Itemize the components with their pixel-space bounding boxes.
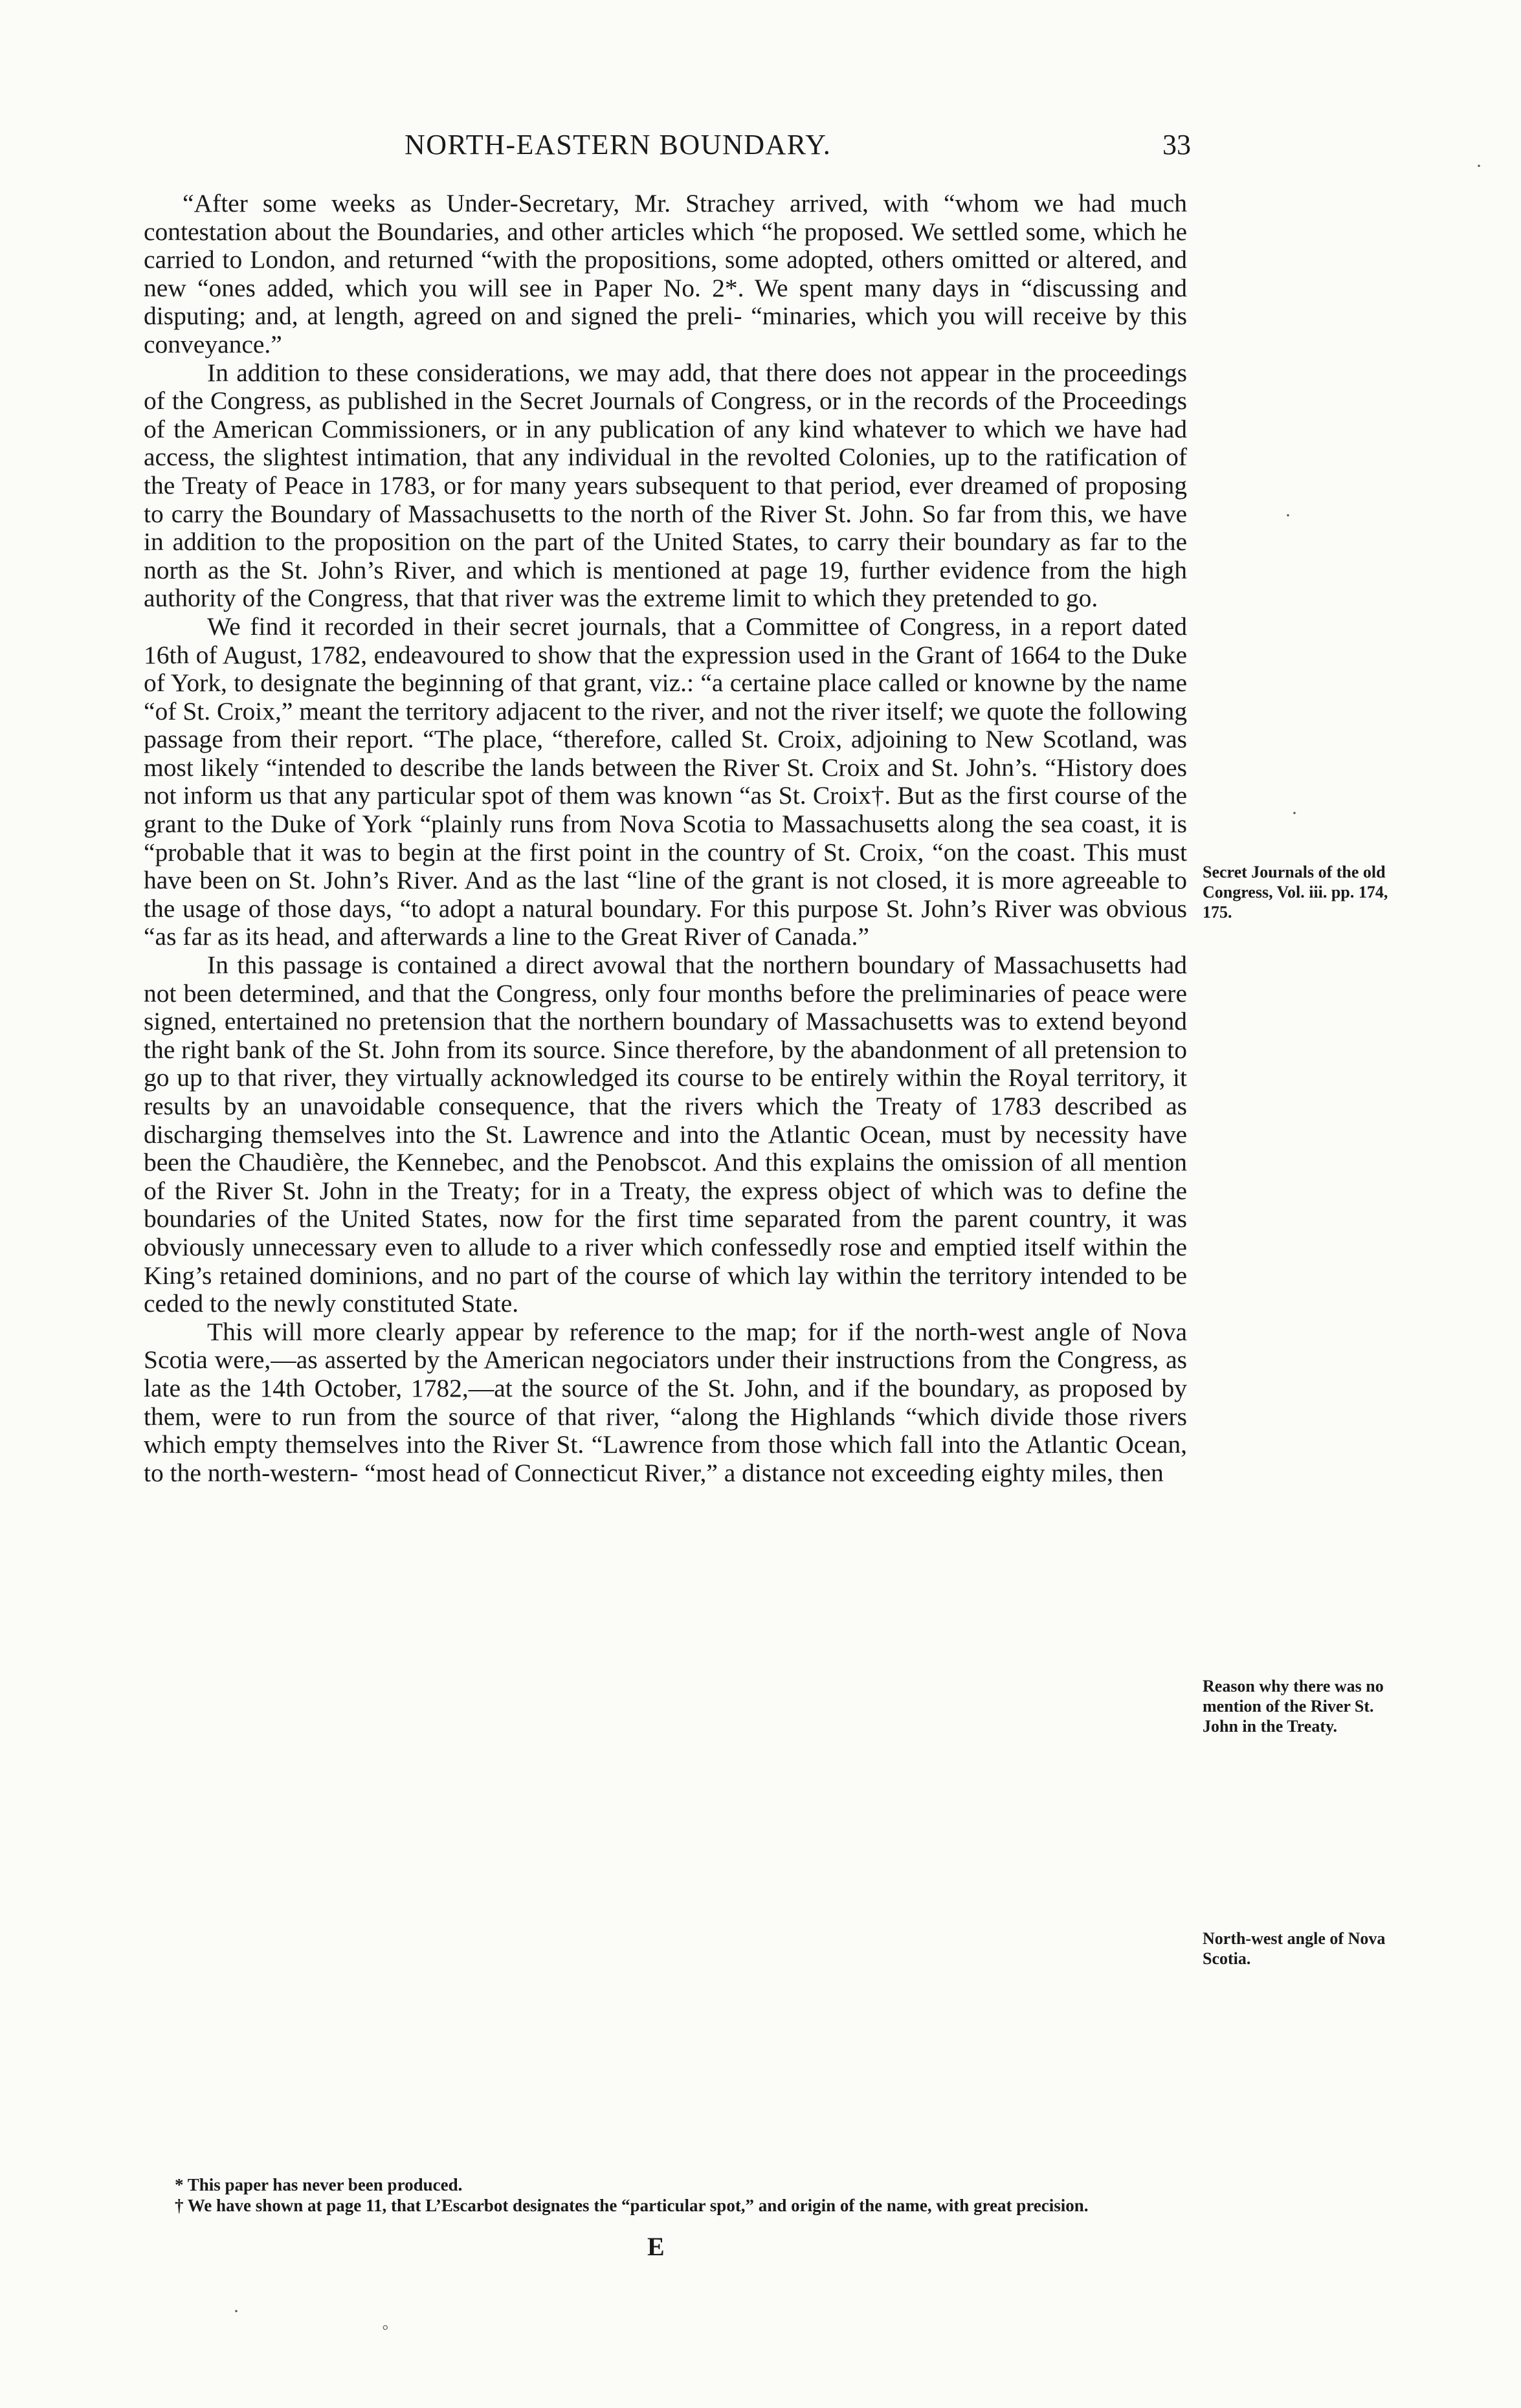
main-text — [144, 190, 1187, 1487]
running-head — [149, 128, 1191, 173]
page-number: 33 — [1162, 129, 1191, 160]
ink-speck: ◦ — [382, 2317, 389, 2338]
paragraph-quote-strachey: “After some weeks as Under-Secretary, Mr. Strachey arrived, with “whom we had much contestation about the Boundaries, and other articles which “he proposed. We settled some, which he carried to London, and returned “with the propositions, some adopted, others omitted or altered, and new “ones added, which you will see in Paper No. 2*. We spent many days in “discussing and disputing; and, at length, agreed on and signed the preli- “minaries, which you will receive by this conveyance.” — [144, 189, 1187, 359]
footnote-dagger: † We have shown at page 11, that L’Escarbot designates the “particular spot,” and origin of the name, with great precision. — [175, 2196, 1089, 2215]
ink-speck: · — [1476, 155, 1482, 177]
paragraph-considerations: In addition to these considerations, we may add, that there does not appear in the proceedings of the Congress, as published in the Secret Journals of Congress, or in the records of the Proceedings of the American Commissioners, or in any publication of any kind whatever to which we have had access, the slightest intimation, that any individual in the revolted Colonies, up to the ratification of the Treaty of Peace in 1783, or for many years subsequent to that period, ever dreamed of proposing to carry the Boundary of Massachusetts to the north of the River St. John. So far from this, we have in addition to the proposition on the part of the United States, to carry their boundary as far to the north as the St. John’s River, and which is mentioned at page 19, further evidence from the high authority of the Congress, that that river was the extreme limit to which they pretended to go. — [144, 358, 1187, 613]
footnote-asterisk: * This paper has never been produced. — [175, 2175, 463, 2194]
page-title: NORTH-EASTERN BOUNDARY. — [405, 129, 832, 160]
signature-mark: E — [647, 2232, 665, 2261]
paragraph-direct-avowal: In this passage is contained a direct avowal that the northern boundary of Massachusetts had not been determined, and that the Congress, only four months before the preliminaries of peace were signed, entertained no pretension that the northern boundary of Massachusetts was to extend beyond the right bank of the St. John from its source. Since therefore, by the abandonment of all pretension to go up to that river, they virtually acknowledged its course to be entirely within the Royal territory, it results by an unavoidable consequence, that the rivers which the Treaty of 1783 described as discharging themselves into the St. Lawrence and into the Atlantic Ocean, must by necessity have been the Chaudière, the Kennebec, and the Penobscot. And this explains the omission of all mention of the River St. John in the Treaty; for in a Treaty, the express object of which was to define the boundaries of the United States, now for the first time separated from the parent country, it was obviously unnecessary even to allude to a river which confessedly rose and emptied itself within the King’s retained dominions, and no part of the course of which lay within the territory intended to be ceded to the newly constituted State. — [144, 951, 1187, 1318]
ink-speck: · — [1291, 802, 1298, 824]
margin-note-reason: Reason why there was no mention of the River St. John in the Treaty. — [1203, 1677, 1384, 1736]
paragraph-secret-journals: We find it recorded in their secret journals, that a Committee of Congress, in a report dated 16th of August, 1782, endeavoured to show that the expression used in the Grant of 1664 to the Duke of York, to designate the beginning of that grant, viz.: “a certaine place called or knowne by the name “of St. Croix,” meant the territory adjacent to the river, and not the river itself; we quote the following passage from their report. “The place, “therefore, called St. Croix, adjoining to New Scotland, was most likely “intended to describe the lands between the River St. Croix and St. John’s. “History does not inform us that any particular spot of them was known “as St. Croix†. But as the first course of the grant to the Duke of York “plainly runs from Nova Scotia to Massachusetts along the sea coast, it is “probable that it was to begin at the first point in the country of St. Croix, “on the coast. This must have been on St. John’s River. And as the last “line of the grant is not closed, it is more agreeable to the usage of those days, “to adopt a natural boundary. For this purpose St. John’s River was obvious “as far as its head, and afterwards a line to the Great River of Canada.” — [144, 612, 1187, 951]
footnotes — [149, 2174, 1184, 2216]
margin-note-secret-journals: Secret Journals of the old Congress, Vol. iii. pp. 174, 175. — [1203, 863, 1388, 922]
ink-speck: · — [1285, 505, 1291, 526]
paragraph-map-reference: This will more clearly appear by reference to the map; for if the north-west angle of Nova Scotia were,—as asserted by the American negociators under their instructions from the Congress, as late as the 14th October, 1782,—at the source of the St. John, and if the boundary, as proposed by them, were to run from the source of that river, “along the Highlands “which divide those rivers which empty themselves into the River St. “Lawrence from those which fall into the Atlantic Ocean, to the north-western- “most head of Connecticut River,” a distance not exceeding eighty miles, then — [144, 1317, 1187, 1487]
ink-speck: · — [233, 2301, 239, 2322]
margin-note-north-west-angle: North-west angle of Nova Scotia. — [1203, 1929, 1386, 1968]
